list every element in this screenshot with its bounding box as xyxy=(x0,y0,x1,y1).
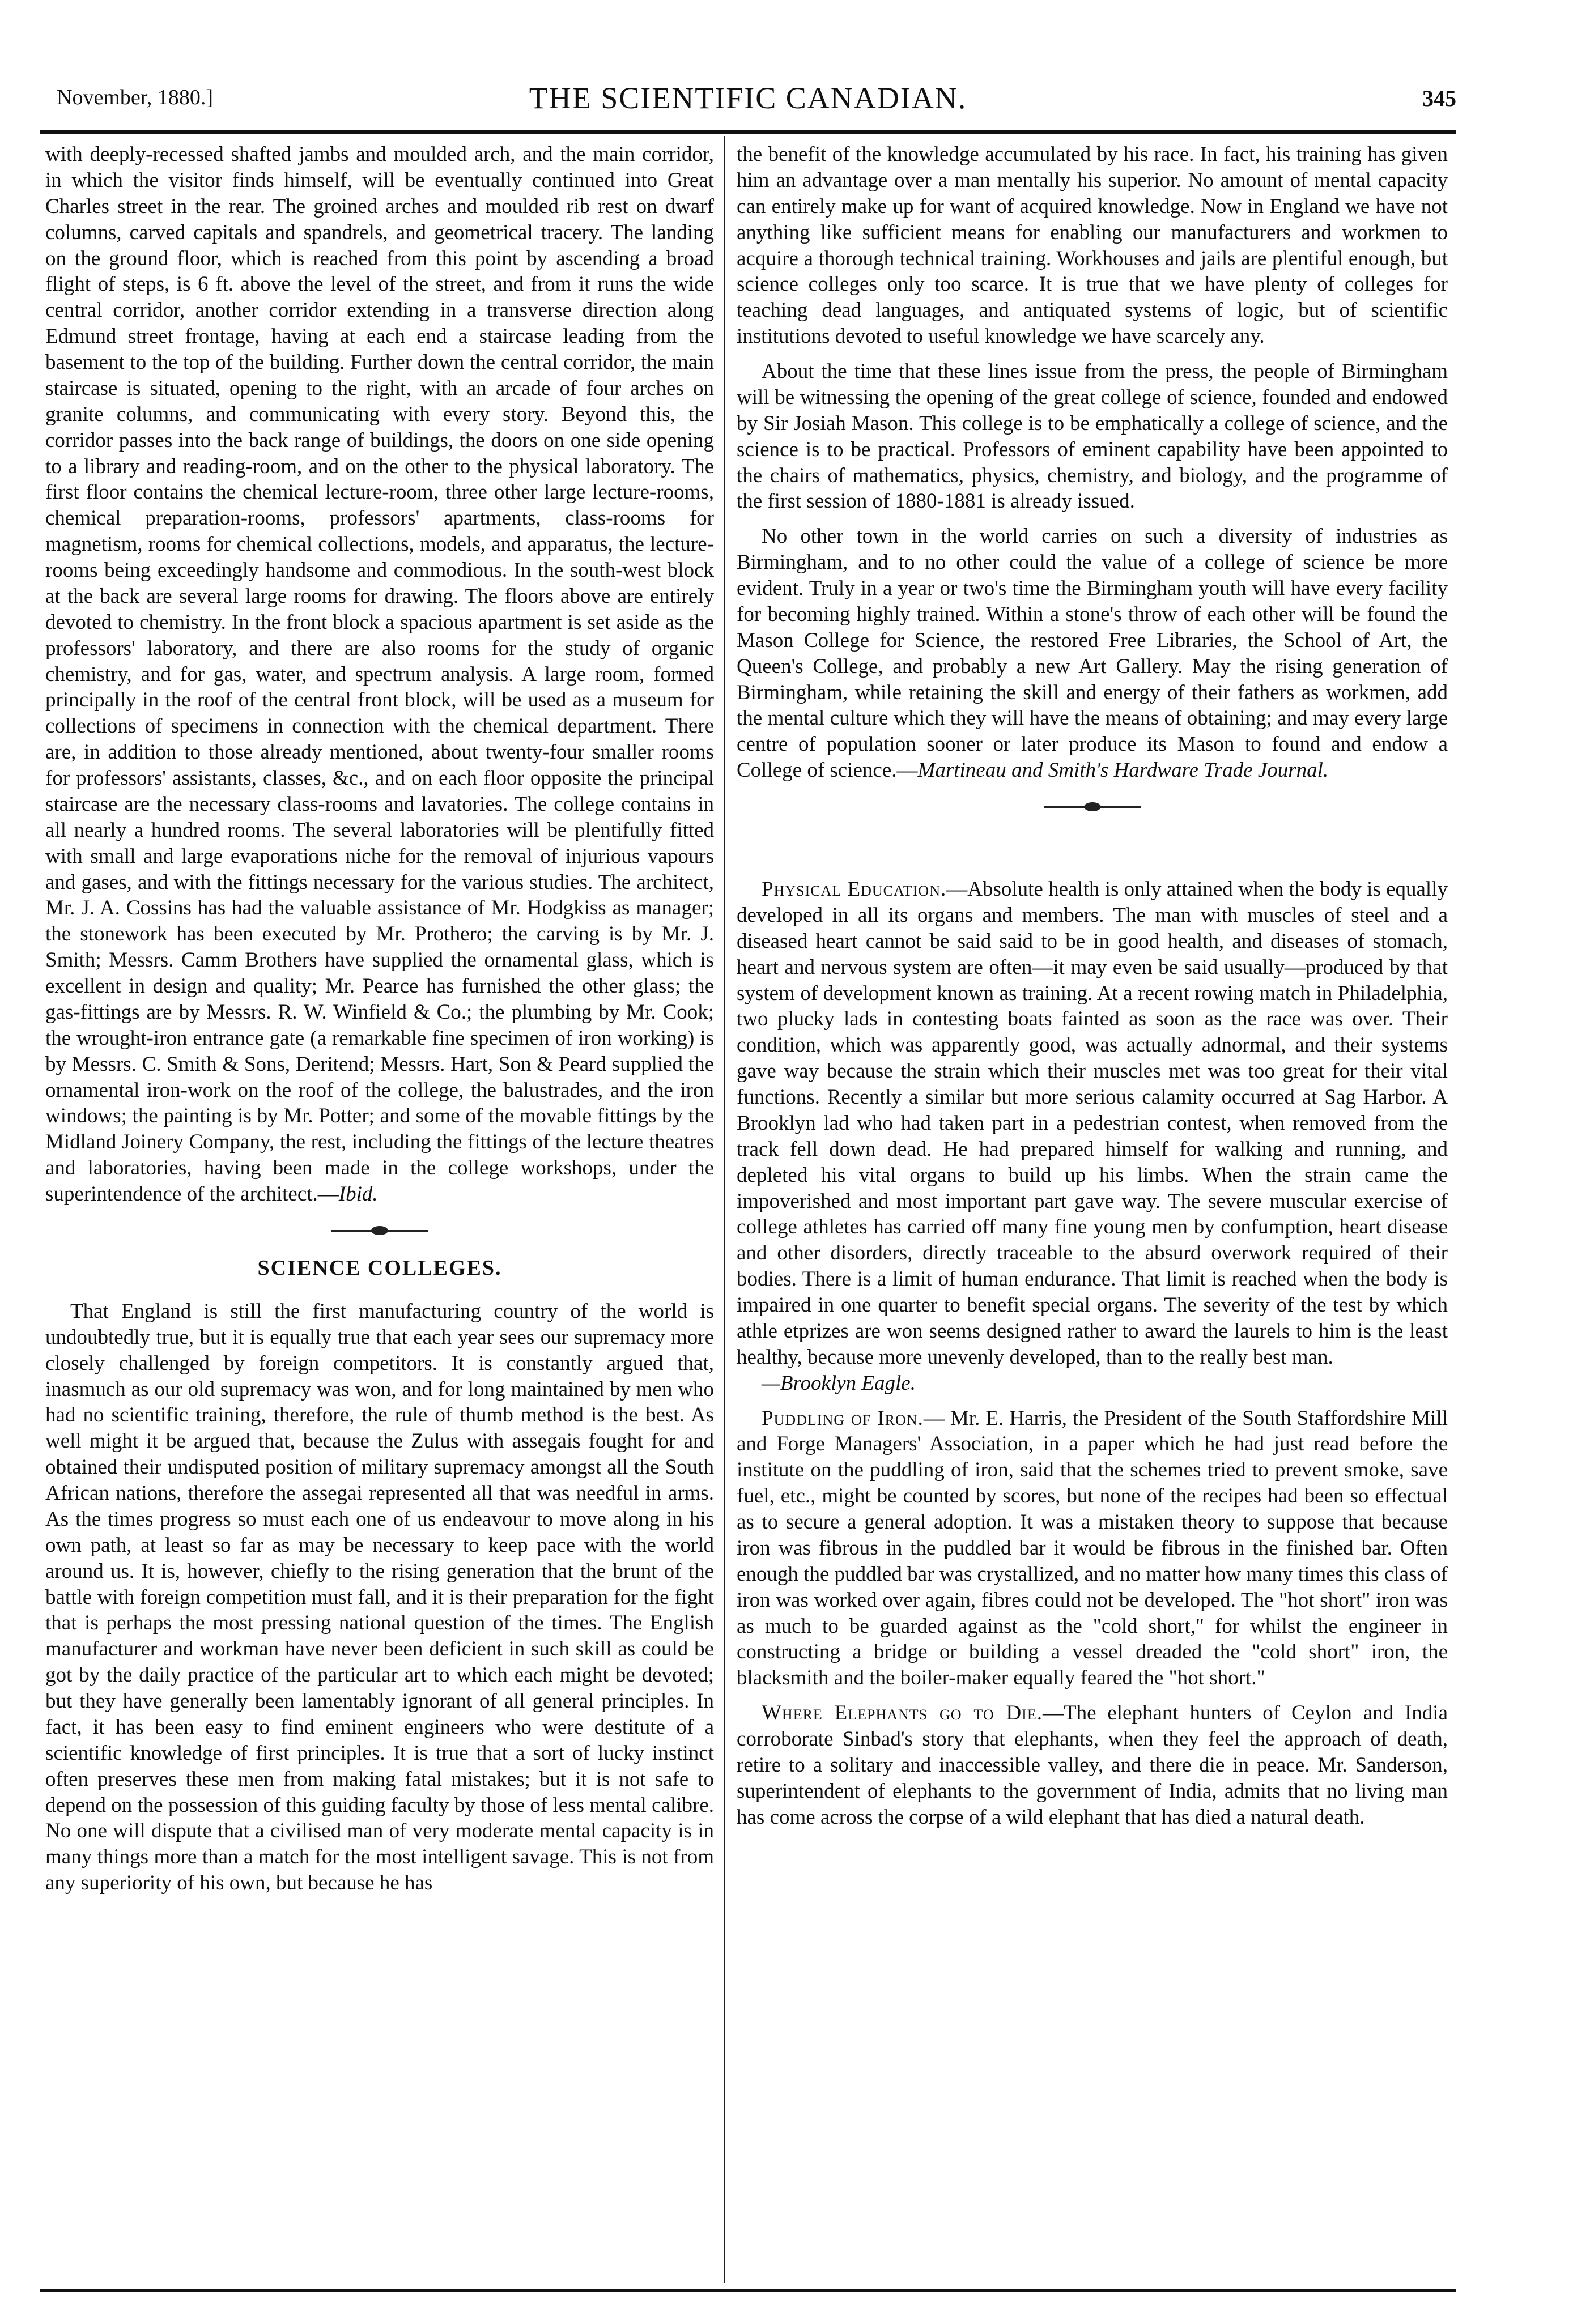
science-colleges-source: Martineau and Smith's Hardware Trade Journal. xyxy=(917,759,1329,782)
science-colleges-paragraph-3 xyxy=(737,523,1448,784)
science-colleges-paragraph-2: About the time that these lines issue from the press, the people of Birmingham will be witnessing the opening of the great college of science, founded and endowed by Sir Josiah Mason. This college is to be emphatically a college of science, and the science is to be practical. Professors of eminent capability have been appointed to the chairs of mathematics, physics, chemistry, and biology, and the programme of the first session of 1880-1881 is already issued. xyxy=(737,360,1448,513)
issue-date: November, 1880.] xyxy=(57,86,214,109)
puddling-of-iron-paragraph xyxy=(737,1406,1448,1692)
science-colleges-paragraph-3-text: No other town in the world carries on such a diversity of industries as Birmingham, and to no other could the value of a college of science be more evident. Truly in a year or two's time the Birmingham youth will have every facility for becoming highly trained. Within a stone's throw of each other will be found the Mason College for Science, the restored Free Libraries, the School of Art, the Queen's College, and probably a new Art Gallery. May the rising generation of Birmingham, while retaining the skill and energy of their fathers as workmen, add the mental culture which they will have the means of obtaining; and may every large centre of population sooner or later produce its Mason to found and endow a College of science.— xyxy=(737,525,1448,782)
right-column xyxy=(737,142,1448,1831)
puddling-of-iron-text: — Mr. E. Harris, the President of the South Staffordshire Mill and Forge Managers' Association, in a paper which he had just read before the institute on the puddling of iron, said that the schemes tried to prevent smoke, save fuel, etc., might be counted by scores, but none of the recipes had been so effectual as to secure a general adoption. It was a mistaken theory to suppose that because iron was fibrous in the puddled bar it would be fibrous in the finished bar. Often enough the puddled bar was crystallized, and no matter how many times this class of iron was worked over again, fibres could not be developed. The "hot short" iron was as much to be guarded against as the "cold short," for whilst the engineer in constructing a bridge or building a vessel dreaded the "cold short" iron, the blacksmith and the boiler-maker equally feared the "hot short." xyxy=(737,1406,1448,1690)
page-header xyxy=(40,81,1456,130)
publication-title: THE SCIENTIFIC CANADIAN. xyxy=(529,81,967,115)
physical-education-text: —Absolute health is only attained when the body is equally developed in all its organs and members. The man with muscles of steel and a diseased heart cannot be said said to be in good health, and diseases of stomach, heart and nervous system are often—it may even be said usually—produced by that system of development known as training. At a recent rowing match in Philadelphia, two plucky lads in contesting boats fainted as soon as the race was over. Their condition, which was apparently good, was actually adnormal, and their systems gave way because the strain which their muscles met was too great for their vital functions. Recently a similar but more serious calamity occurred at Sag Harbor. A Brooklyn lad who had taken part in a pedestrian contest, when removed from the track fell down dead. He had prepared himself for walking and running, and depleted his vital organs to build up his limbs. When the strain came the impoverished and most important part gave way. The severe muscular exercise of college athletes has carried off many fine young men by confumption, heart disease and other disorders, directly traceable to the absurd overwork required of their bodies. There is a limit of human endurance. That limit is reached when the body is impaired in one quarter to benefit special organs. The severity of the test by which athle etprizes are won seems designed rather to award the laurels to him is the least healthy, because more unevenly developed, than to the really best man. xyxy=(737,878,1448,1369)
elephants-heading: Where Elephants go to Die. xyxy=(762,1701,1043,1725)
physical-education-heading: Physical Education. xyxy=(762,878,947,901)
science-colleges-paragraph-1: That England is still the first manufacturing country of the world is undoubtedly true, but it is equally true that each year sees our supremacy more closely challenged by foreign competitors. It is constantly argued that, inasmuch as our old supremacy was won, and for long maintained by men who had no scientific training, therefore, the rule of thumb method is the best. As well might it be argued that, because the Zulus with assegais fought for and obtained their undisputed position of military supremacy amongst all the South African nations, therefore the assegai represented all that was needful in arms. As the times progress so must each one of us endeavour to move along in his own path, at least so far as may be necessary to keep pace with the world around us. It is, however, chiefly to the rising generation that the brunt of the battle with foreign competition must fall, and it is their preparation for the fight that is perhaps the most pressing national question of the times. The English manufacturer and workman have never been deficient in such skill as could be got by the daily practice of the particular art to which each might be devoted; but they have generally been lamentably ignorant of all general principles. In fact, it has been easy to find eminent engineers who were destitute of a scientific knowledge of first principles. It is true that a sort of lucky instinct often preserves these men from making fatal mistakes; but it is not safe to depend on the possession of this guiding faculty by those of less mental calibre. No one will dispute that a civilised man of very moderate mental capacity is in many things more than a match for the most intelligent savage. This is not from any superiority of his own, but because he has xyxy=(45,1299,714,1895)
section-ornament xyxy=(1044,806,1141,808)
article-title-science-colleges: SCIENCE COLLEGES. xyxy=(257,1255,502,1280)
physical-education-paragraph xyxy=(737,876,1448,1370)
college-building-source: Ibid. xyxy=(338,1182,378,1206)
page-number: 345 xyxy=(1422,86,1456,111)
elephants-text: —The elephant hunters of Ceylon and India corroborate Sinbad's story that elephants, when they feel the approach of death, retire to a solitary and inaccessible valley, and there die in peace. Mr. Sanderson, superintendent of elephants to the government of India, admits that no living man has come across the corpse of a wild elephant that has died a natural death. xyxy=(737,1701,1448,1829)
college-building-text: with deeply-recessed shafted jambs and moulded arch, and the main corridor, in which the visitor finds himself, will be eventually continued into Great Charles street in the rear. The groined arches and moulded rib rest on dwarf columns, carved capitals and spandrels, and geometrical tracery. The landing on the ground floor, which is reached from this point by ascending a broad flight of steps, is 6 ft. above the level of the street, and from it runs the wide central corridor, another corridor extending in a transverse direction along Edmund street frontage, having at each end a staircase leading from the basement to the top of the building. Further down the central corridor, the main staircase is situated, opening to the right, with an arcade of four arches on granite columns, and communicating with every story. Beyond this, the corridor passes into the back range of buildings, the doors on one side opening to a library and reading-room, and on the other to the physical laboratory. The first floor contains the chemical lecture-room, three other large lecture-rooms, chemical preparation-rooms, professors' apartments, class-rooms for magnetism, rooms for chemical collections, models, and apparatus, the lecture-rooms being exceedingly handsome and commodious. In the south-west block at the back are several large rooms for drawing. The floors above are entirely devoted to chemistry. In the front block a spacious apartment is set aside as the professors' laboratory, and there are also rooms for the study of organic chemistry, and for gas, water, and spectrum analysis. A large room, formed principally in the roof of the central front block, will be used as a museum for collections of specimens in connection with the chemical department. There are, in addition to those already mentioned, about twenty-four smaller rooms for professors' assistants, classes, &c., and on each floor opposite the principal staircase are the necessary class-rooms and lavatories. The college contains in all nearly a hundred rooms. The several laboratories will be plentifully fitted with small and large evaporations niche for the removal of injurious vapours and gases, and with the fittings necessary for the various studies. The architect, Mr. J. A. Cossins has had the valuable assistance of Mr. Hodgkiss as manager; the stonework has been executed by Mr. Prothero; the carving is by Mr. J. Smith; Messrs. Camm Brothers have supplied the ornamental glass, which is excellent in design and quality; Mr. Pearce has furnished the other glass; the gas-fittings are by Messrs. R. W. Winfield & Co.; the plumbing by Mr. Cook; the wrought-iron entrance gate (a remarkable fine specimen of iron working) is by Messrs. C. Smith & Sons, Deritend; Messrs. Hart, Son & Peard supplied the ornamental iron-work on the roof of the college, the balustrades, and the iron windows; the painting is by Mr. Potter; and some of the movable fittings by the Midland Joinery Company, the rest, including the fittings of the lecture theatres and laboratories, having been made in the college workshops, under the superintendence of the architect.— xyxy=(45,143,714,1206)
left-column xyxy=(45,142,714,1896)
science-colleges-paragraph-1-cont: the benefit of the knowledge accumulated by his race. In fact, his training has given him an advantage over a man mentally his superior. No amount of mental capacity can entirely make up for want of acquired knowledge. Now in England we have not anything like sufficient means for enabling our manufacturers and workmen to acquire a thorough technical training. Workhouses and jails are plentiful enough, but science colleges only too scarce. It is true that we have plenty of colleges for teaching dead languages, and antiquated systems of logic, but of scientific institutions devoted to useful knowledge we have scarcely any. xyxy=(737,143,1448,348)
physical-education-source: —Brooklyn Eagle. xyxy=(762,1371,916,1395)
physical-education-source-line xyxy=(737,1370,1448,1397)
puddling-of-iron-heading: Puddling of Iron. xyxy=(762,1406,924,1430)
column-divider xyxy=(724,136,725,2283)
college-building-paragraph xyxy=(45,142,714,1207)
elephants-paragraph xyxy=(737,1700,1448,1830)
section-ornament xyxy=(331,1230,428,1232)
